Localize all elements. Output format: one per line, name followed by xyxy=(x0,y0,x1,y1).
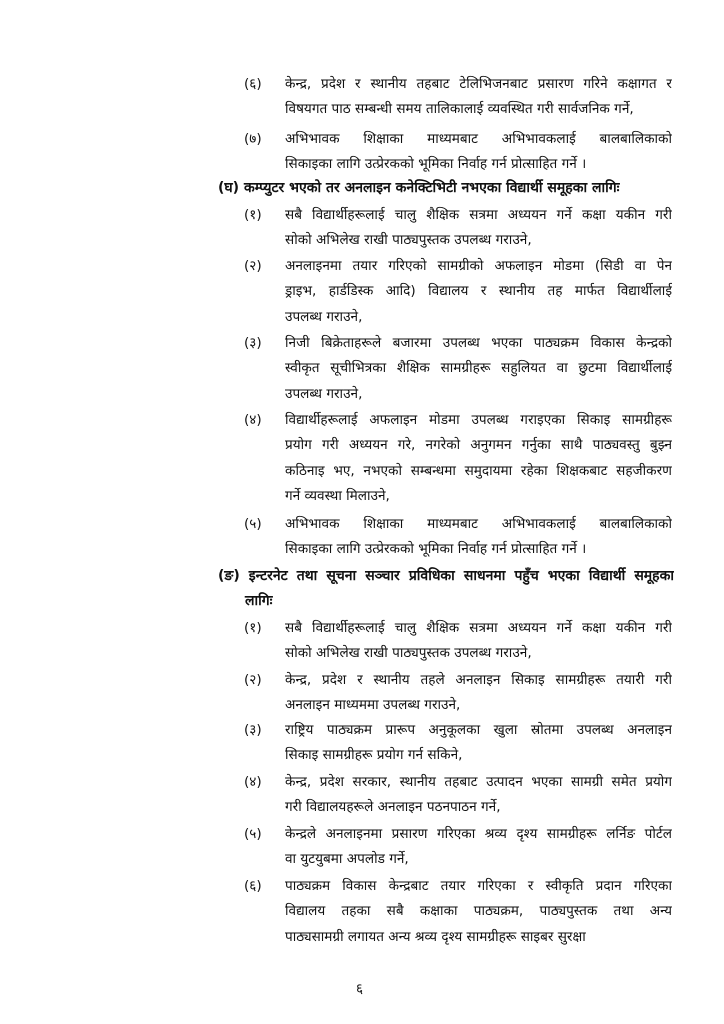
list-item-line: सोको अभिलेख राखी पाठ्यपुस्तक उपलब्ध गराउने, xyxy=(285,645,532,662)
section-heading-nga-cont: लागिः xyxy=(245,593,273,609)
list-item-number: (५) xyxy=(244,516,262,532)
list-item-line: पाठ्यक्रम विकास केन्द्रबाट तयार गरिएका र स्वीकृति प्रदान गरिएका xyxy=(285,878,672,894)
list-item-line: केन्द्रले अनलाइनमा प्रसारण गरिएका श्रव्य दृश्य सामग्रीहरू लर्निङ पोर्टल xyxy=(285,826,672,842)
list-item-number: (५) xyxy=(244,826,262,842)
list-item-line: विषयगत पाठ सम्बन्धी समय तालिकालाई व्यवस्थित गरी सार्वजनिक गर्ने, xyxy=(285,101,634,118)
list-item-line: निजी बिक्रेताहरूले बजारमा उपलब्ध भएका पाठ्यक्रम विकास केन्द्रको xyxy=(285,335,672,351)
list-item-line: ड्राइभ, हार्डडिस्क आदि) विद्यालय र स्थानीय तह मार्फत विद्यार्थीलाई xyxy=(285,283,672,300)
list-item-line: सबै विद्यार्थीहरूलाई चालु शैक्षिक सत्रमा अध्ययन गर्ने कक्षा यकीन गरी xyxy=(285,620,672,636)
page-number: ६ xyxy=(356,981,364,997)
list-item-line: अभिभावक शिक्षाका माध्यमबाट अभिभावकलाई बालबालिकाको xyxy=(285,516,672,532)
list-item-line: विद्यालय तहका सबै कक्षाका पाठ्यक्रम, पाठ्यपुस्तक तथा अन्य xyxy=(285,903,672,920)
list-item-number: (६) xyxy=(244,878,262,894)
list-item-number: (४) xyxy=(244,412,262,428)
section-heading-nga: (ङ) इन्टरनेट तथा सूचना सञ्चार प्रविधिका साधनमा पहुँच भएका विद्यार्थी समूहका xyxy=(218,568,674,584)
list-item-line: उपलब्ध गराउने, xyxy=(285,308,363,325)
list-item-line: सबै विद्यार्थीहरूलाई चालु शैक्षिक सत्रमा अध्ययन गर्ने कक्षा यकीन गरी xyxy=(285,207,672,223)
list-item-number: (२) xyxy=(244,672,262,688)
list-item-number: (३) xyxy=(244,335,262,351)
list-item-line: उपलब्ध गराउने, xyxy=(285,385,363,402)
section-heading-gha: (घ) कम्प्युटर भएको तर अनलाइन कनेक्टिभिटी नभएका विद्यार्थी समूहका लागिः xyxy=(218,180,620,196)
list-item-number: (७) xyxy=(244,131,262,147)
list-item-line: केन्द्र, प्रदेश सरकार, स्थानीय तहबाट उत्पादन भएका सामग्री समेत प्रयोग xyxy=(285,774,672,790)
list-item-number: (४) xyxy=(244,774,262,790)
list-item-number: (१) xyxy=(244,207,262,223)
list-item-line: सिकाइका लागि उत्प्रेरकको भूमिका निर्वाह गर्न प्रोत्साहित गर्ने । xyxy=(285,541,587,558)
list-item-line: राष्ट्रिय पाठ्यक्रम प्रारूप अनुकूलका खुला स्रोतमा उपलब्ध अनलाइन xyxy=(285,722,672,738)
list-item-line: केन्द्र, प्रदेश र स्थानीय तहबाट टेलिभिजनबाट प्रसारण गरिने कक्षागत र xyxy=(285,76,672,92)
list-item-line: पाठ्यसामग्री लगायत अन्य श्रव्य दृश्य सामग्रीहरू साइबर सुरक्षा xyxy=(285,928,586,945)
list-item-line: सोको अभिलेख राखी पाठ्यपुस्तक उपलब्ध गराउने, xyxy=(285,232,532,249)
list-item-line: सिकाइ सामग्रीहरू प्रयोग गर्न सकिने, xyxy=(285,747,463,764)
list-item-number: (३) xyxy=(244,722,262,738)
list-item-number: (६) xyxy=(244,76,262,92)
list-item-line: गर्ने व्यवस्था मिलाउने, xyxy=(285,487,390,504)
list-item-line: सिकाइका लागि उत्प्रेरकको भूमिका निर्वाह गर्न प्रोत्साहित गर्ने । xyxy=(285,156,587,173)
list-item-line: स्वीकृत सूचीभित्रका शैक्षिक सामग्रीहरू सहुलियत वा छुटमा विद्यार्थीलाई xyxy=(285,360,672,377)
list-item-number: (१) xyxy=(244,620,262,636)
list-item-line: कठिनाइ भए, नभएको सम्बन्धमा समुदायमा रहेका शिक्षकबाट सहजीकरण xyxy=(285,462,672,479)
list-item-number: (२) xyxy=(244,258,262,274)
list-item-line: केन्द्र, प्रदेश र स्थानीय तहले अनलाइन सिकाइ सामग्रीहरू तयारी गरी xyxy=(285,672,672,688)
list-item-line: अभिभावक शिक्षाका माध्यमबाट अभिभावकलाई बालबालिकाको xyxy=(285,131,672,147)
list-item-line: गरी विद्यालयहरूले अनलाइन पठनपाठन गर्ने, xyxy=(285,799,501,816)
list-item-line: विद्यार्थीहरूलाई अफलाइन मोडमा उपलब्ध गराइएका सिकाइ सामग्रीहरू xyxy=(285,412,672,428)
list-item-line: प्रयोग गरी अध्ययन गरे, नगरेको अनुगमन गर्नुका साथै पाठ्यवस्तु बुझ्न xyxy=(285,437,672,454)
list-item-line: अनलाइनमा तयार गरिएको सामग्रीको अफलाइन मोडमा (सिडी वा पेन xyxy=(285,258,672,274)
list-item-line: वा युटयुबमा अपलोड गर्ने, xyxy=(285,851,409,868)
list-item-line: अनलाइन माध्यममा उपलब्ध गराउने, xyxy=(285,697,461,714)
